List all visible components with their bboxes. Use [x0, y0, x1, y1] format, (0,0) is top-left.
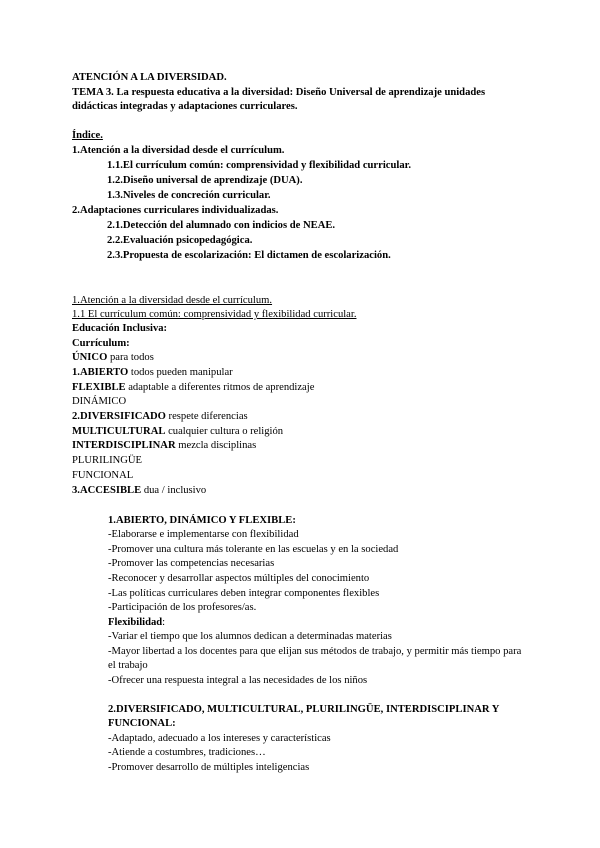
term: INTERDISCIPLINAR: [72, 440, 176, 451]
list-item: -Ofrecer una respuesta integral a las necesidades de los niños: [108, 675, 368, 686]
term-desc: dua / inclusivo: [141, 485, 207, 496]
list-item: -Adaptado, adecuado a los intereses y características: [108, 733, 331, 744]
block2-heading-line2: FUNCIONAL:: [108, 718, 176, 729]
list-item: -Promover una cultura más tolerante en las escuelas y en la sociedad: [108, 544, 399, 555]
term: 2.DIVERSIFICADO: [72, 411, 166, 422]
curriculum-term-line: [72, 469, 133, 483]
curriculum-term-line: [72, 425, 283, 439]
flexibilidad-label: Flexibilidad: [108, 617, 163, 628]
curriculum-term-line: [72, 395, 126, 409]
term-desc: todos pueden manipular: [128, 367, 233, 378]
curriculum-term-line: [72, 439, 256, 453]
term: 1.ABIERTO: [72, 367, 129, 378]
term-desc: mezcla disciplinas: [175, 440, 257, 451]
curriculum-term-line: [72, 351, 154, 365]
index-item: 2.1.Detección del alumnado con indicios de NEAE.: [107, 220, 336, 231]
term-desc: para todos: [107, 352, 154, 363]
curriculum-term-line: [72, 381, 314, 395]
section-subheading: 1.1 El currículum común: comprensividad y flexibilidad curricular.: [72, 309, 357, 320]
term: MULTICULTURAL: [72, 426, 166, 437]
curriculum-term-line: [72, 484, 206, 498]
term-desc: FUNCIONAL: [72, 470, 134, 481]
term: 3.ACCESIBLE: [72, 485, 142, 496]
block2-heading-line1: 2.DIVERSIFICADO, MULTICULTURAL, PLURILINGÜE, INTERDISCIPLINAR Y: [108, 704, 500, 715]
index-item: 2.Adaptaciones curriculares individualizadas.: [72, 205, 279, 216]
list-item: -Atiende a costumbres, tradiciones…: [108, 747, 266, 758]
curriculum-term-line: [72, 366, 233, 380]
index-item: 2.3.Propuesta de escolarización: El dictamen de escolarización.: [107, 250, 391, 261]
term-desc: adaptable a diferentes ritmos de aprendizaje: [125, 382, 315, 393]
term-desc: PLURILINGÜE: [72, 455, 143, 466]
list-item: -Reconocer y desarrollar aspectos múltiples del conocimiento: [108, 573, 370, 584]
flexibilidad-colon: :: [162, 617, 166, 628]
section-heading: 1.Atención a la diversidad desde el currículum.: [72, 295, 273, 306]
index-item: 2.2.Evaluación psicopedagógica.: [107, 235, 253, 246]
term: FLEXIBLE: [72, 382, 126, 393]
curriculum-term-line: [72, 454, 142, 468]
block1-heading: 1.ABIERTO, DINÁMICO Y FLEXIBLE:: [108, 515, 296, 526]
term-desc: cualquier cultura o religión: [165, 426, 284, 437]
term-desc: respete diferencias: [165, 411, 248, 422]
index-item: 1.Atención a la diversidad desde el currículum.: [72, 145, 285, 156]
document-subtitle-line1: TEMA 3. La respuesta educativa a la diversidad: Diseño Universal de aprendizaje unidades: [72, 87, 486, 98]
list-item: -Variar el tiempo que los alumnos dedican a determinadas materias: [108, 631, 392, 642]
curriculum-term-line: [72, 410, 248, 424]
educacion-label: Educación Inclusiva:: [72, 323, 168, 334]
list-item: -Elaborarse e implementarse con flexibilidad: [108, 529, 299, 540]
list-item: -Promover las competencias necesarias: [108, 558, 275, 569]
index-item: 1.1.El currículum común: comprensividad y flexibilidad curricular.: [107, 160, 411, 171]
list-item: -Mayor libertad a los docentes para que elijan sus métodos de trabajo, y permitir más tiempo para el trabajo: [108, 646, 522, 671]
index-item: 1.3.Niveles de concreción curricular.: [107, 190, 271, 201]
term-desc: DINÁMICO: [72, 396, 127, 407]
flexibilidad-line: [108, 616, 165, 630]
list-item: -Promover desarrollo de múltiples inteligencias: [108, 762, 310, 773]
list-item: -Las políticas curriculares deben integrar componentes flexibles: [108, 588, 380, 599]
document-subtitle-line2: didácticas integradas y adaptaciones curriculares.: [72, 101, 298, 112]
term: ÚNICO: [72, 352, 108, 363]
document-title: ATENCIÓN A LA DIVERSIDAD.: [72, 72, 227, 83]
index-heading: Índice.: [72, 130, 103, 141]
curriculum-label: Currículum:: [72, 338, 130, 349]
index-item: 1.2.Diseño universal de aprendizaje (DUA).: [107, 175, 303, 186]
list-item: -Participación de los profesores/as.: [108, 602, 257, 613]
